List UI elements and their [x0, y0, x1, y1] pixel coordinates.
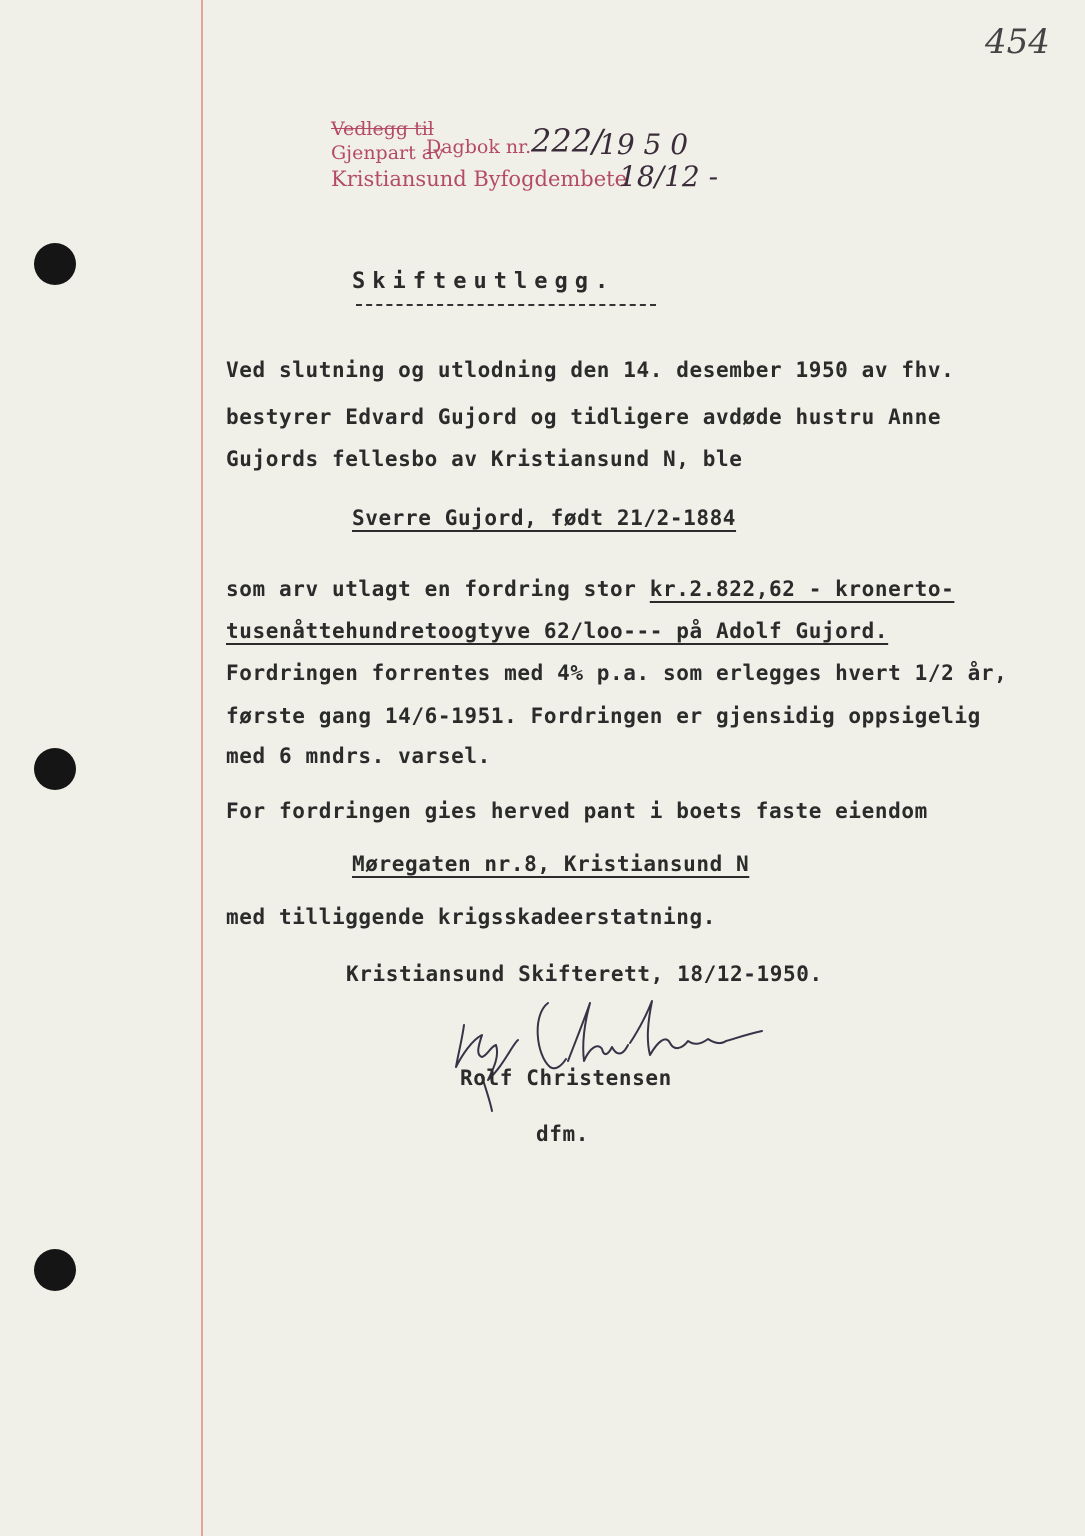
- claim-amount: kr.2.822,62 - kronerto-: [649, 577, 955, 601]
- paragraph-line: Gujords fellesbo av Kristiansund N, ble: [226, 447, 743, 471]
- paragraph-line: første gang 14/6-1951. Fordringen er gjensidig oppsigelig: [226, 704, 981, 728]
- stamp-attachment-label: Vedlegg til: [331, 118, 434, 140]
- paragraph-line: For fordringen gies herved pant i boets faste eiendom: [226, 799, 928, 823]
- paragraph-line: med 6 mndrs. varsel.: [226, 744, 491, 768]
- paragraph-line: Ved slutning og utlodning den 14. desember 1950 av fhv.: [226, 358, 955, 382]
- registration-stamp: [331, 118, 731, 208]
- paragraph-line: bestyrer Edvard Gujord og tidligere avdøde hustru Anne: [226, 405, 942, 429]
- handwritten-journal-year: 19 5 0: [599, 128, 689, 161]
- paragraph-line: Fordringen forrentes med 4% p.a. som erlegges hvert 1/2 år,: [226, 661, 1008, 685]
- punch-hole: [34, 748, 76, 790]
- claim-amount-words: tusenåttehundretoogtyve 62/loo--- på Adolf Gujord.: [226, 619, 889, 643]
- property-address: Møregaten nr.8, Kristiansund N: [352, 852, 750, 876]
- punch-hole: [34, 243, 76, 285]
- signer-name: Rolf Christensen: [460, 1066, 672, 1090]
- margin-line: [201, 0, 203, 1536]
- place-and-date: Kristiansund Skifterett, 18/12-1950.: [346, 962, 823, 986]
- paragraph-text: som arv utlagt en fordring stor: [226, 577, 650, 601]
- handwritten-journal-number: 222/: [531, 122, 603, 160]
- punch-hole: [34, 1249, 76, 1291]
- stamp-line-attachment: [331, 118, 434, 140]
- stamp-line-office: Kristiansund Byfogdembete: [331, 167, 628, 191]
- handwritten-journal-date: 18/12 -: [619, 160, 719, 193]
- paragraph-line: [226, 577, 954, 601]
- signer-title: dfm.: [536, 1122, 589, 1146]
- title-underline: [356, 304, 656, 306]
- stamp-journal-label: Dagbok nr.: [426, 136, 532, 158]
- paragraph-line: med tilliggende krigsskadeerstatning.: [226, 905, 716, 929]
- stamp-line-copy: Gjenpart av: [331, 142, 444, 164]
- document-title: Skifteutlegg.: [352, 269, 616, 294]
- page-number: 454: [985, 22, 1050, 62]
- handwritten-signature: [452, 985, 782, 1115]
- heir-name: Sverre Gujord, født 21/2-1884: [352, 506, 737, 530]
